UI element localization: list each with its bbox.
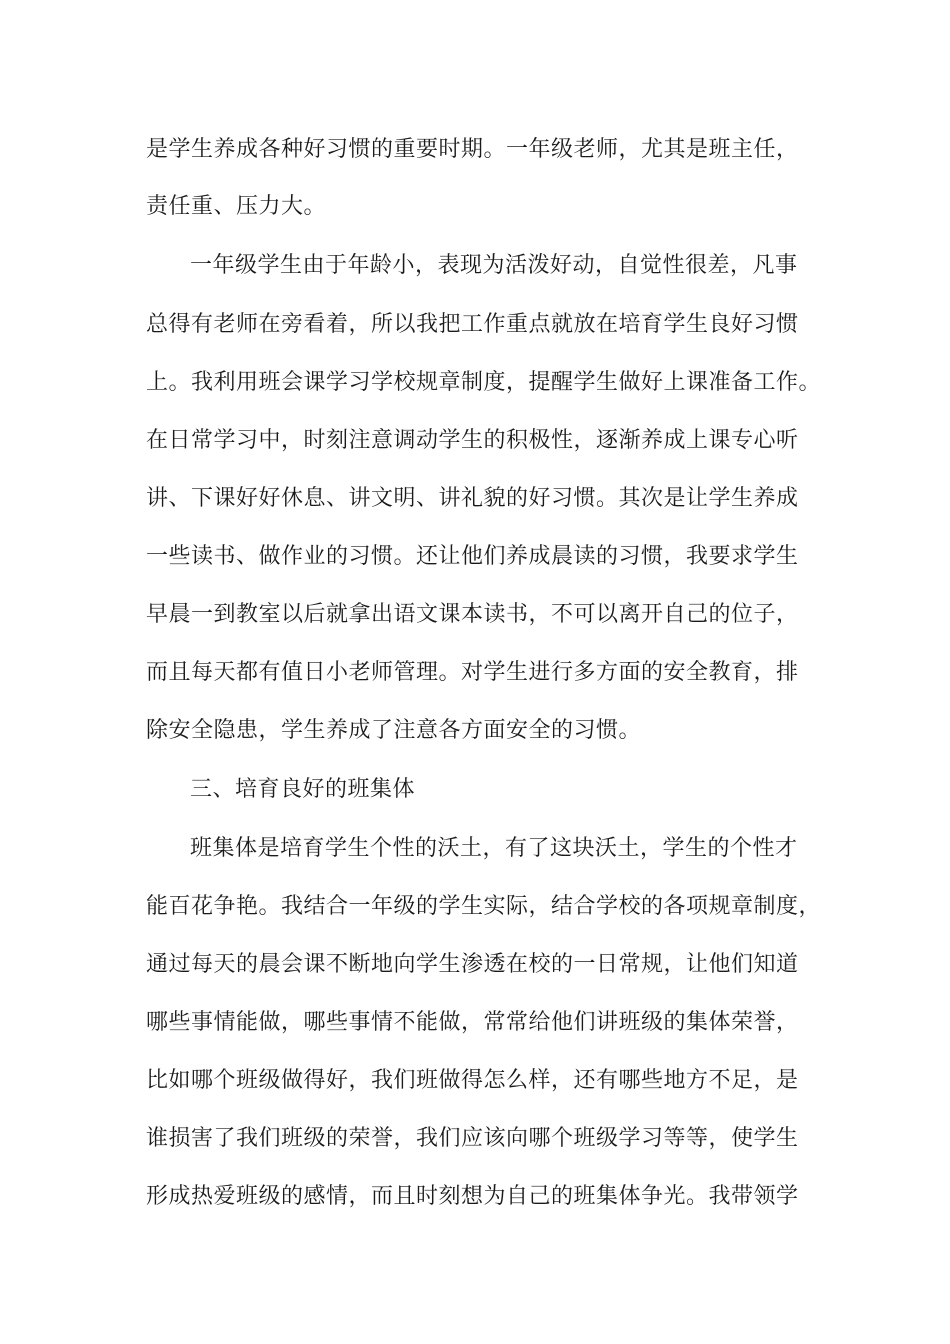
text-line: 哪些事情能做，哪些事情不能做，常常给他们讲班级的集体荣誉， — [146, 1010, 799, 1035]
text-line: 形成热爱班级的感情，而且时刻想为自己的班集体争光。我带领学 — [146, 1184, 799, 1209]
text-line: 通过每天的晨会课不断地向学生渗透在校的一日常规，让他们知道 — [146, 952, 799, 977]
text-line: 谁损害了我们班级的荣誉，我们应该向哪个班级学习等等，使学生 — [146, 1126, 799, 1151]
section-heading: 三、培育良好的班集体 — [190, 777, 416, 802]
text-line: 讲、下课好好休息、讲文明、讲礼貌的好习惯。其次是让学生养成 — [146, 486, 799, 511]
text-line: 是学生养成各种好习惯的重要时期。一年级老师，尤其是班主任， — [146, 137, 799, 162]
text-line: 而且每天都有值日小老师管理。对学生进行多方面的安全教育，排 — [146, 660, 799, 685]
text-line: 除安全隐患，学生养成了注意各方面安全的习惯。 — [146, 718, 642, 743]
text-line: 一些读书、做作业的习惯。还让他们养成晨读的习惯，我要求学生 — [146, 544, 799, 569]
text-line: 能百花争艳。我结合一年级的学生实际，结合学校的各项规章制度， — [146, 894, 822, 919]
text-line: 在日常学习中，时刻注意调动学生的积极性，逐渐养成上课专心听 — [146, 428, 799, 453]
paragraph-first-line: 一年级学生由于年龄小，表现为活泼好动，自觉性很差，凡事 — [190, 253, 798, 278]
text-line: 责任重、压力大。 — [146, 194, 327, 219]
text-line: 早晨一到教室以后就拿出语文课本读书，不可以离开自己的位子， — [146, 602, 799, 627]
text-line: 上。我利用班会课学习学校规章制度，提醒学生做好上课准备工作。 — [146, 370, 822, 395]
paragraph-first-line: 班集体是培育学生个性的沃土，有了这块沃土，学生的个性才 — [190, 836, 798, 861]
text-line: 比如哪个班级做得好，我们班做得怎么样，还有哪些地方不足，是 — [146, 1068, 799, 1093]
text-line: 总得有老师在旁看着，所以我把工作重点就放在培育学生良好习惯 — [146, 312, 799, 337]
